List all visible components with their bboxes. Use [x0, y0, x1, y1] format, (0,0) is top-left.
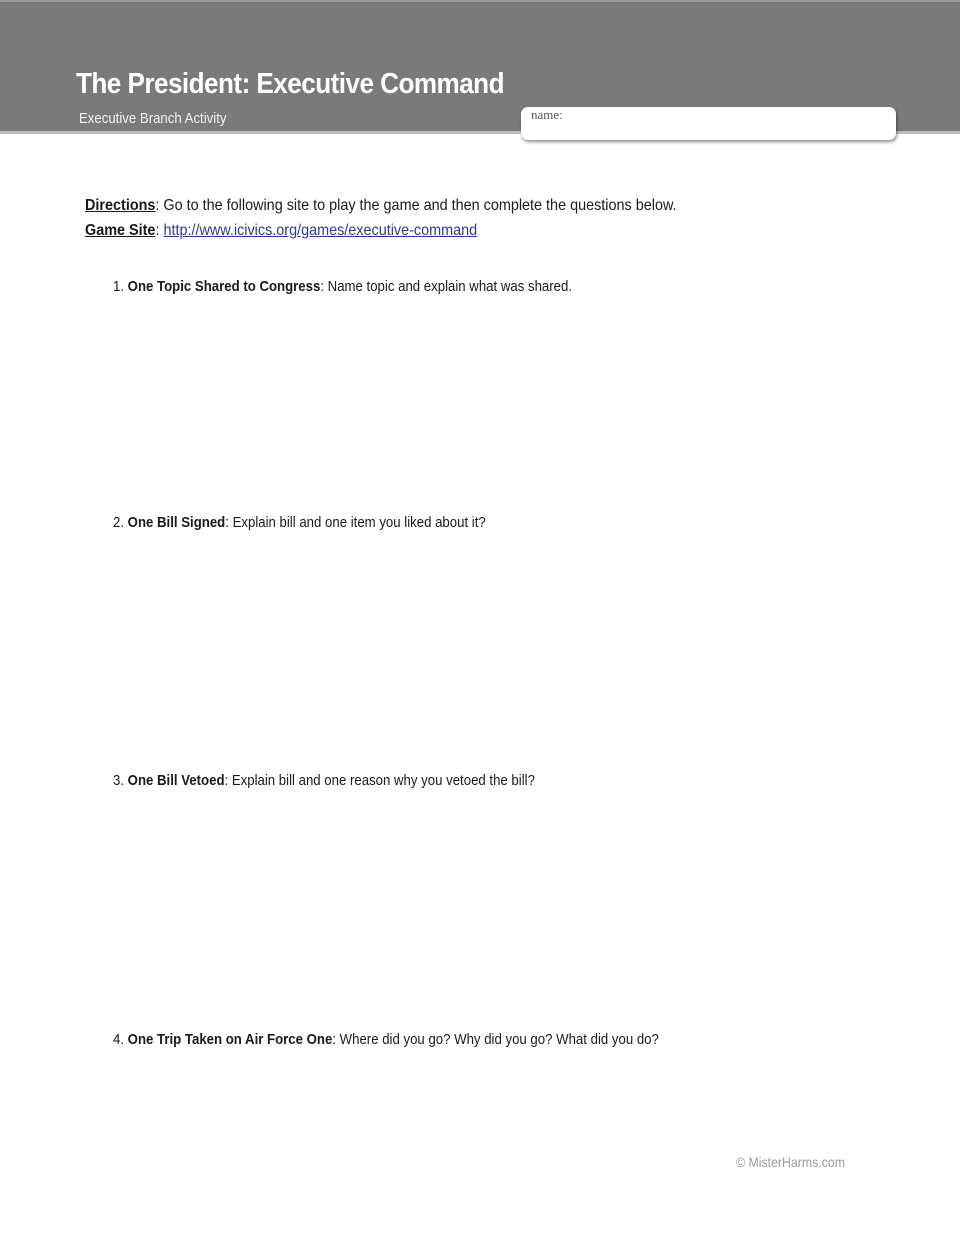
game-site-label: Game Site — [85, 222, 156, 239]
question-prompt: : Explain bill and one item you liked about it? — [225, 514, 486, 531]
question-1 — [113, 278, 572, 295]
directions-line — [85, 193, 677, 218]
question-number: 3. — [113, 772, 125, 789]
question-prompt: : Explain bill and one reason why you vetoed the bill? — [224, 772, 535, 789]
directions-label: Directions — [85, 197, 156, 214]
question-prompt: : Where did you go? Why did you go? What did you do? — [332, 1031, 659, 1048]
game-site-link[interactable]: http://www.icivics.org/games/executive-command — [163, 222, 478, 239]
question-title: One Trip Taken on Air Force One — [127, 1031, 333, 1048]
directions-block — [85, 193, 677, 243]
game-site-line — [85, 218, 677, 243]
directions-text: : Go to the following site to play the game and then complete the questions below. — [155, 197, 677, 214]
copyright-footer: © MisterHarms.com — [736, 1154, 846, 1170]
name-label: name: — [531, 107, 563, 122]
question-title: One Bill Signed — [127, 514, 226, 531]
question-prompt: : Name topic and explain what was shared. — [320, 278, 573, 295]
page-title: The President: Executive Command — [76, 68, 504, 100]
page-subtitle: Executive Branch Activity — [79, 110, 227, 127]
question-4 — [113, 1031, 659, 1048]
name-field[interactable] — [521, 107, 896, 140]
question-title: One Topic Shared to Congress — [127, 278, 321, 295]
question-number: 4. — [113, 1031, 125, 1048]
question-number: 1. — [113, 278, 125, 295]
question-3 — [113, 772, 535, 789]
question-2 — [113, 514, 486, 531]
game-site-separator: : — [155, 222, 164, 239]
question-title: One Bill Vetoed — [127, 772, 225, 789]
question-number: 2. — [113, 514, 125, 531]
